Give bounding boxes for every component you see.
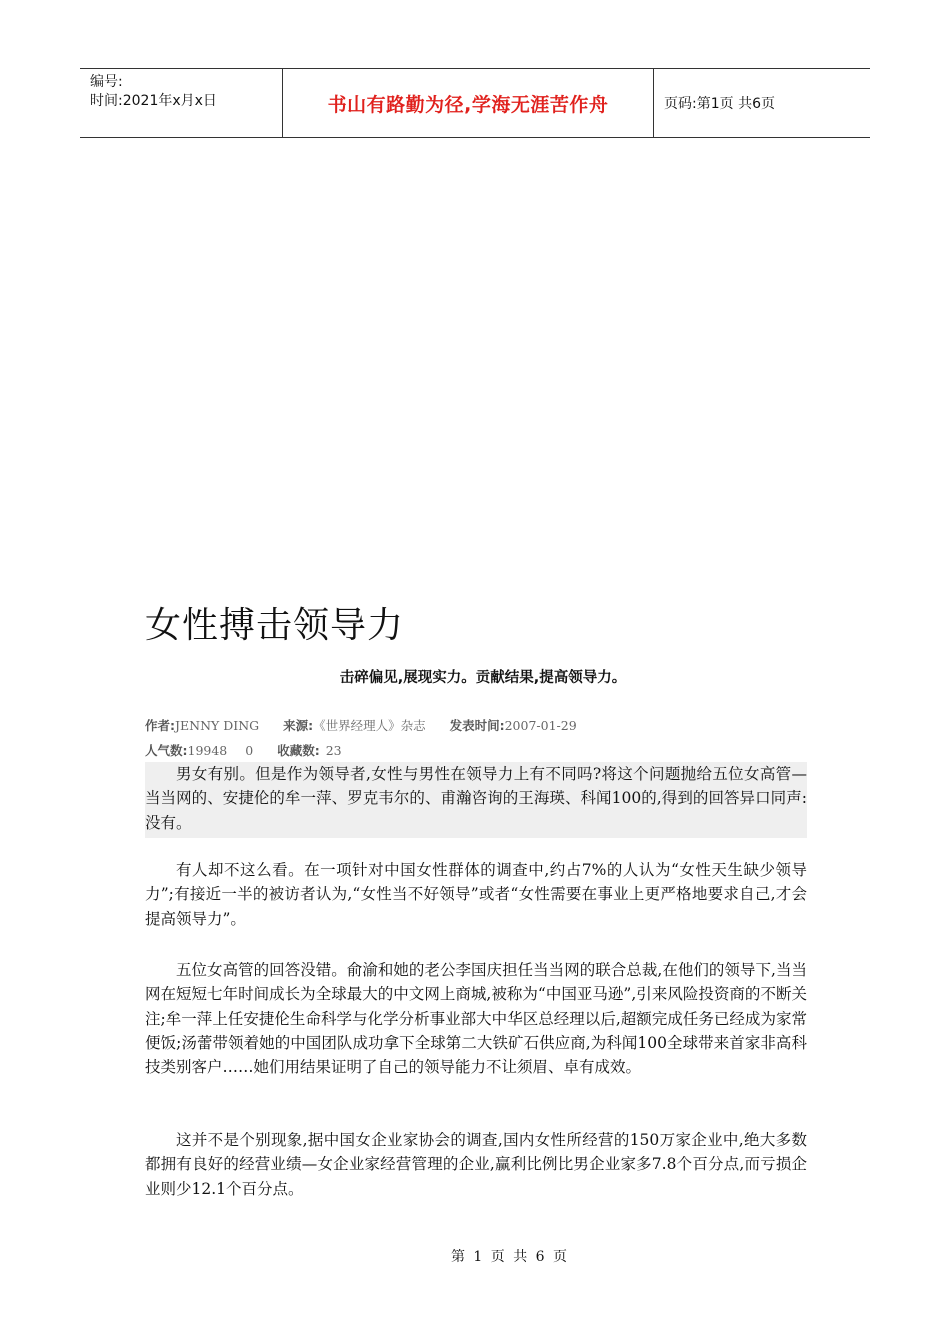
popularity-extra-value: 0: [245, 743, 254, 758]
header-motto-cell: [282, 69, 654, 137]
page-header: [80, 68, 870, 138]
favorites-value: 23: [325, 743, 342, 758]
document-time-label: 时间:2021年x月x日: [90, 93, 217, 109]
header-motto: 书山有路勤为径,学海无涯苦作舟: [327, 93, 609, 116]
article-paragraph: 五位女高管的回答没错。俞渝和她的老公李国庆担任当当网的联合总裁,在他们的领导下,当当网在短短七年时间成长为全球最大的中文网上商城,被称为“中国亚马逊”,引来风险投资商的不断关注;牟一萍上任安捷伦生命科学与化学分析事业部大中华区总经理以后,超额完成任务已经成为家常便饭;汤蕾带领着她的中国团队成功拿下全球第二大铁矿石供应商,为科闻100全球带来首家非高科技类别客户……她们用结果证明了自己的领导能力不让须眉、卓有成效。: [145, 961, 807, 1077]
source-value: 《世界经理人》杂志: [313, 718, 426, 733]
article-meta-line-1: [145, 716, 597, 734]
article-paragraph-intro: 男女有别。但是作为领导者,女性与男性在领导力上有不同吗?将这个问题抛给五位女高管—当当网的、安捷伦的牟一萍、罗克韦尔的、甫瀚咨询的王海瑛、科闻100的,得到的回答异口同声:没有。: [145, 762, 807, 838]
header-page-cell: [654, 69, 870, 137]
source-label: 来源:: [283, 718, 314, 733]
author-label: 作者:: [145, 718, 175, 733]
article-meta-line-2: [145, 741, 362, 759]
document-number-label: 编号:: [90, 74, 123, 90]
popularity-label: 人气数:: [145, 743, 188, 758]
header-info-cell: [80, 69, 282, 137]
article-subtitle: 击碎偏见,展现实力。贡献结果,提高领导力。: [339, 670, 627, 686]
favorites-label: 收藏数:: [277, 743, 320, 758]
author-value: JENNY DING: [175, 718, 260, 733]
header-page-label: 页码:第1页 共6页: [664, 96, 775, 112]
article-title: 女性搏击领导力: [145, 605, 405, 646]
date-label: 发表时间:: [449, 718, 505, 733]
article-paragraph: 有人却不这么看。在一项针对中国女性群体的调查中,约占7%的人认为“女性天生缺少领导力”;有接近一半的被访者认为,“女性当不好领导”或者“女性需要在事业上更严格地要求自己,才会提高领导力”。: [145, 861, 807, 928]
popularity-value: 19948: [187, 743, 228, 758]
page-footer: 第 1 页 共 6 页: [450, 1249, 570, 1265]
date-value: 2007-01-29: [504, 718, 577, 733]
article-paragraph: 这并不是个别现象,据中国女企业家协会的调查,国内女性所经营的150万家企业中,绝大多数都拥有良好的经营业绩—女企业家经营管理的企业,赢利比例比男企业家多7.8个百分点,而亏损企业则少12.1个百分点。: [145, 1131, 807, 1198]
